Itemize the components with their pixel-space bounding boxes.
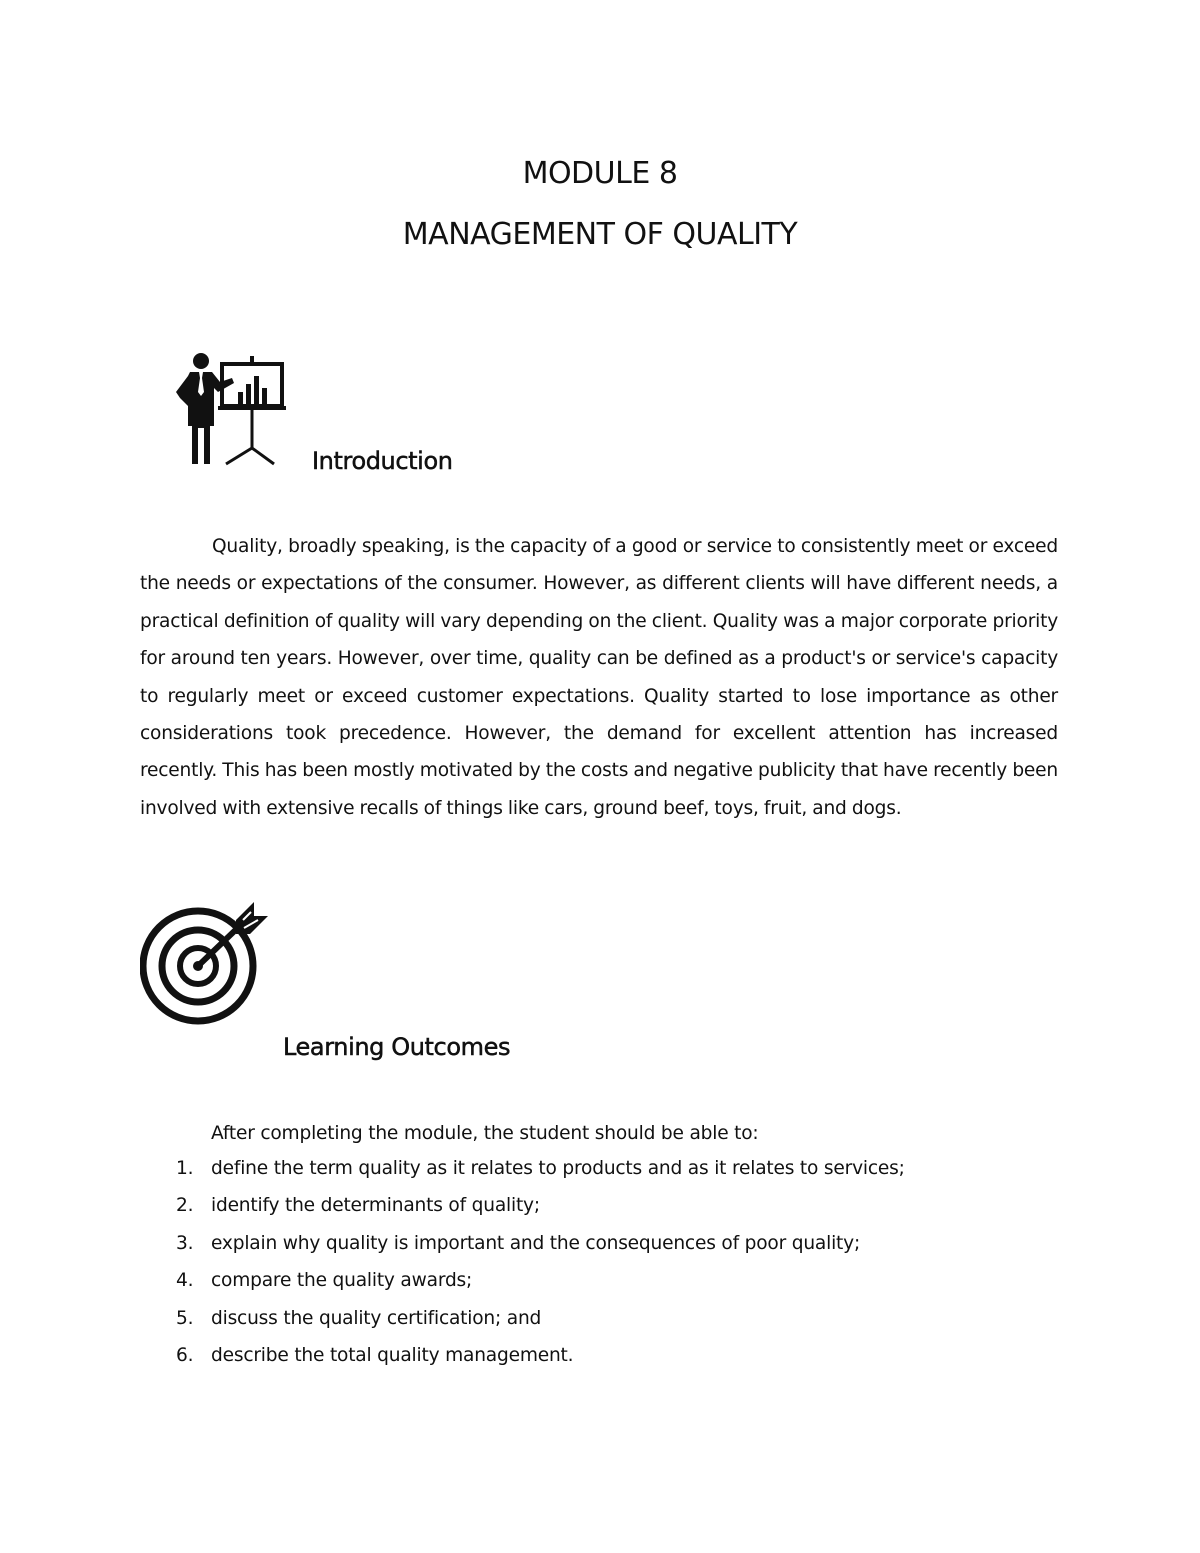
outcomes-list	[140, 1150, 905, 1374]
learning-outcomes-heading: Learning Outcomes	[283, 1033, 511, 1061]
list-item-text: explain why quality is important and the consequences of poor quality;	[211, 1232, 861, 1254]
list-item-number: 1.	[176, 1158, 194, 1179]
list-item-text: compare the quality awards;	[211, 1270, 473, 1292]
introduction-paragraph: Quality, broadly speaking, is the capacity of a good or service to consistently meet or exceed the needs or expectations of the consumer. However, as different clients will have different needs, a practical definition of quality will vary depending on the client. Quality was a major corporate priority for around ten years. However, over time, quality can be defined as a product's or service's capacity to regularly meet or exceed customer expectations. Quality started to lose importance as other considerations took precedence. However, the demand for excellent attention has increased recently. This has been mostly motivated by the costs and negative publicity that have recently been involved with extensive recalls of things like cars, ground beef, toys, fruit, and dogs.	[140, 536, 1058, 819]
outcomes-lead-text: After completing the module, the student should be able to:	[211, 1123, 759, 1144]
list-item-number: 4.	[176, 1270, 194, 1292]
presenter-chart-icon	[168, 348, 288, 470]
list-item-number: 3.	[176, 1232, 194, 1254]
list-item-text: define the term quality as it relates to products and as it relates to services;	[211, 1158, 905, 1179]
module-number-title: MODULE 8	[522, 156, 678, 191]
list-item-number: 6.	[176, 1345, 194, 1367]
module-name-title: MANAGEMENT OF QUALITY	[402, 217, 798, 252]
list-item	[140, 1225, 905, 1262]
list-item-text: describe the total quality management.	[211, 1345, 574, 1367]
list-item-text: identify the determinants of quality;	[211, 1195, 540, 1217]
list-item	[140, 1337, 905, 1374]
list-item-number: 2.	[176, 1195, 194, 1217]
list-item	[140, 1300, 905, 1337]
target-arrow-icon	[140, 898, 270, 1026]
introduction-heading: Introduction	[312, 447, 453, 475]
list-item	[140, 1262, 905, 1299]
list-item	[140, 1187, 905, 1224]
list-item-number: 5.	[176, 1307, 194, 1329]
list-item-text: discuss the quality certification; and	[211, 1307, 542, 1329]
list-item	[140, 1150, 905, 1187]
